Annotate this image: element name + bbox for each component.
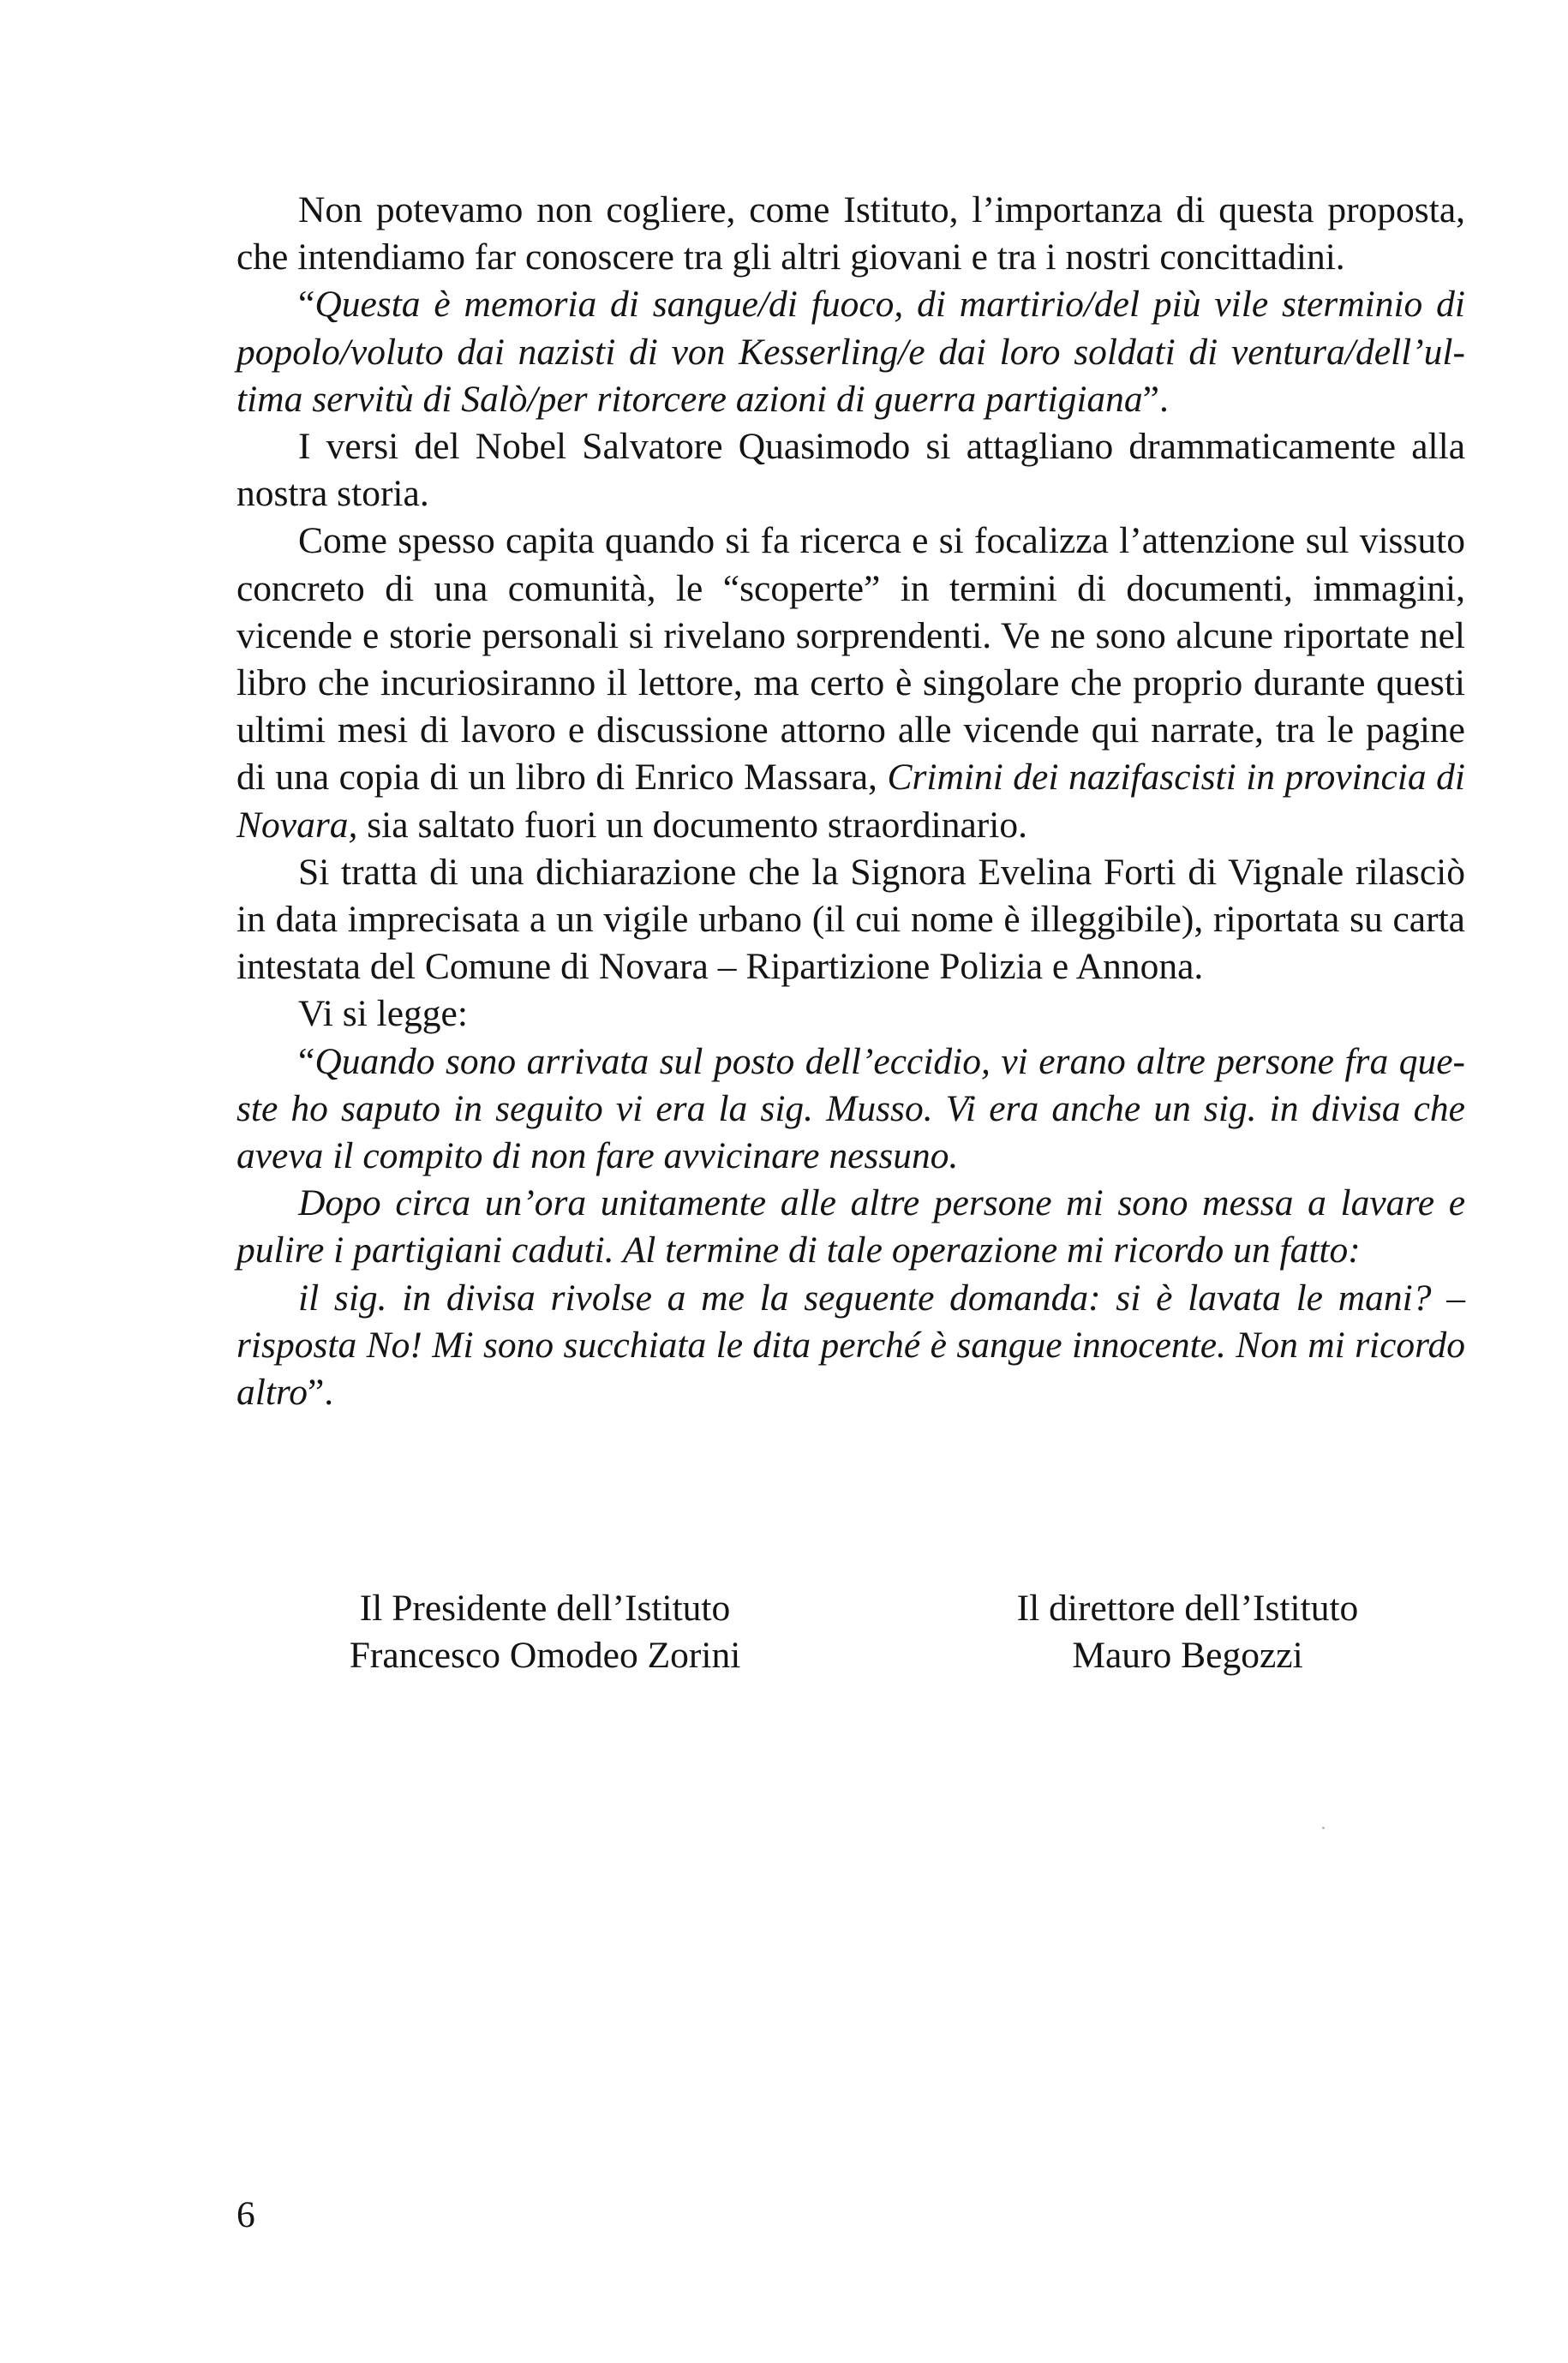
paragraph-discoveries (236, 517, 1465, 848)
page-number: 6 (236, 2194, 255, 2235)
testimony-text-3: il sig. in divisa rivolse a me la seguente domanda: si è lavata le mani? – risposta No! Mi sono succhiata le dita perché è sangue innocente. Non mi ricordo altro (236, 1277, 1465, 1414)
signature-director (973, 1585, 1402, 1679)
signatures (236, 1585, 1465, 1696)
paragraph-reads: Vi si legge: (298, 993, 468, 1035)
close-quote: ”. (308, 1372, 334, 1414)
open-quote: “ (298, 1040, 315, 1082)
paragraph-testimony-1 (236, 1038, 1465, 1181)
director-name: Mauro Begozzi (1072, 1635, 1303, 1677)
director-role: Il direttore dell’Istituto (1016, 1588, 1359, 1629)
paragraph-declaration: Si tratta di una dichiarazione che la Signora Evelina Forti di Vignale rilasciò in data imprecisata a un vigile urbano (il cui nome è illeggibile), riportata su carta intestata del Comune di Novara – Ripartizione Polizia e Annona. (236, 851, 1465, 988)
paragraph-quasimodo-quote (236, 281, 1465, 423)
discoveries-text-end: sia saltato fuori un documento straordinario. (357, 804, 1027, 846)
paragraph-intro: Non potevamo non cogliere, come Istituto, l’importanza di questa proposta, che intendiamo far conoscere tra gli altri giovani e tra i nostri concittadini. (236, 189, 1465, 278)
paragraph-testimony-2 (236, 1180, 1465, 1274)
signature-president (305, 1585, 785, 1679)
book-title: Crimini dei nazifascisti in provincia di Novara, (236, 757, 1465, 846)
paragraph-testimony-3 (236, 1275, 1465, 1417)
scan-speck (1322, 1827, 1325, 1829)
discoveries-text: Come spesso capita quando si fa ricerca e si focalizza l’attenzione sul vissuto concreto di una comunità, le “scoperte” in termini di documenti, immagini, vicende e storie personali si rivelano sorprendenti. Ve ne sono alcune riportate nel libro che incuriosiranno il lettore, ma certo è singolare che proprio durante questi ultimi mesi di lavoro e discussione attorno alle vicende qui narrate, tra le pagine di una copia di un libro di Enrico Massara, (236, 520, 1465, 799)
testimony-text-2: Dopo circa un’ora unitamente alle altre persone mi sono messa a lavare e pulire i partigiani caduti. Al termine di tale operazione mi ricordo un fatto: (236, 1182, 1465, 1271)
president-name: Francesco Omodeo Zorini (349, 1635, 741, 1677)
page-body (236, 187, 1465, 1416)
testimony-text-1: Quando sono arrivata sul posto dell’eccidio, vi erano altre persone fra queste ho saputo in seguito vi era la sig. Musso. Vi era anche un sig. in divisa che aveva il compito di non fare avvicinare nessuno. (236, 1040, 1465, 1177)
open-quote: “ (298, 284, 315, 326)
close-quote: ”. (1142, 378, 1169, 420)
president-role: Il Presidente dell’Istituto (359, 1588, 731, 1629)
paragraph-quasimodo-comment: I versi del Nobel Salvatore Quasimodo si attagliano drammaticamente alla nostra storia. (236, 426, 1465, 515)
quasimodo-verses: Questa è memoria di sangue/di fuoco, di martirio/del più vile sterminio di popolo/voluto dai nazisti di von Kesserling/e dai loro soldati di ventura/dell’ultima servitù di Salò/per ritorcere azioni di guerra partigiana (236, 284, 1465, 420)
